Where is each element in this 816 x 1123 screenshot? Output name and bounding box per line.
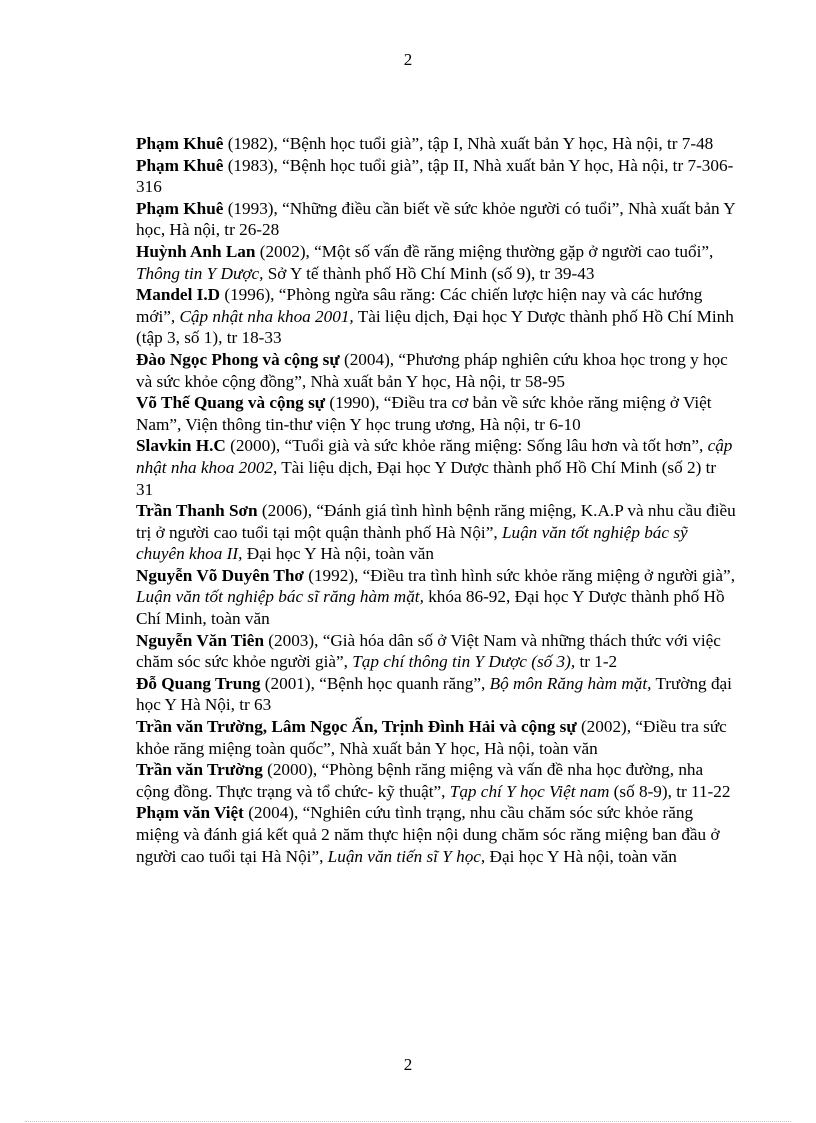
reference-entry: [136, 198, 736, 241]
reference-entry: [136, 802, 736, 867]
reference-text: (1993), “Những điều cần biết về sức khỏe người có tuổi”, Nhà xuất bản Y học, Hà nội, tr 26-28: [136, 198, 736, 240]
reference-text: (1982), “Bệnh học tuổi già”, tập I, Nhà xuất bản Y học, Hà nội, tr 7-48: [223, 134, 714, 153]
reference-text: (2002), “Điều tra sức khỏe răng miệng toàn quốc”, Nhà xuất bản Y học, Hà nội, toàn văn: [136, 717, 727, 758]
reference-author: Mandel I.D: [136, 285, 221, 305]
reference-author: Đào Ngọc Phong và cộng sự: [136, 349, 340, 369]
reference-source-italic: Tạp chí Y học Việt nam: [449, 781, 610, 801]
reference-text: (1990), “Điều tra cơ bản về sức khỏe răng miệng ở Việt Nam”, Viện thông tin-thư viện Y học trung ương, Hà nội, tr 6-10: [136, 393, 712, 434]
reference-source-italic: Bộ môn Răng hàm mặt,: [489, 673, 652, 693]
reference-author: Trần Thanh Sơn: [136, 501, 258, 521]
reference-entry: [136, 500, 736, 565]
reference-source-italic: Luận văn tốt nghiệp bác sĩ răng hàm mặt,: [136, 587, 424, 607]
reference-text: Trường đại học Y Hà Nội, tr 63: [136, 673, 732, 715]
reference-source-italic: cập nhật nha khoa 2002,: [136, 436, 733, 477]
reference-text: khóa 86-92, Đại học Y Dược thành phố Hồ Chí Minh, toàn văn: [136, 587, 725, 629]
reference-source-italic: Cập nhật nha khoa 2001,: [179, 306, 354, 326]
reference-author: Phạm Khuê: [136, 155, 224, 175]
page-number-top: 2: [403, 50, 413, 69]
reference-author: Đỗ Quang Trung: [136, 673, 261, 693]
reference-text: (2000), “Phòng bệnh răng miệng và vấn đề nha học đường, nha cộng đồng. Thực trạng và tổ chức- kỹ thuật”,: [136, 760, 704, 801]
reference-text: Tài liệu dịch, Đại học Y Dược thành phố Hồ Chí Minh (tập 3, số 1), tr 18-33: [136, 306, 734, 348]
reference-text: (2002), “Một số vấn đề răng miệng thường gặp ở người cao tuổi”,: [255, 241, 714, 261]
reference-text: (2000), “Tuổi già và sức khỏe răng miệng: Sống lâu hơn và tốt hơn”,: [225, 436, 708, 456]
reference-author: Nguyễn Văn Tiên: [136, 630, 264, 650]
reference-entry: [136, 133, 736, 155]
reference-text: Đại học Y Hà nội, toàn văn: [242, 544, 434, 564]
page-bottom-dotted-rule: [25, 1121, 791, 1122]
reference-text: Đại học Y Hà nội, toàn văn: [485, 846, 677, 866]
reference-text: (số 8-9), tr 11-22: [609, 781, 731, 801]
reference-entry: [136, 435, 736, 500]
reference-entry: [136, 673, 736, 716]
reference-author: Nguyễn Võ Duyên Thơ: [136, 565, 304, 585]
reference-author: Phạm Khuê: [136, 134, 224, 153]
reference-author: Võ Thế Quang và cộng sự: [136, 393, 326, 413]
reference-text: (1992), “Điều tra tình hình sức khỏe răng miệng ở người già”,: [303, 565, 735, 585]
reference-text: (2003), “Già hóa dân số ở Việt Nam và những thách thức với việc chăm sóc sức khỏe người già”,: [136, 630, 721, 672]
reference-entry: [136, 241, 736, 284]
reference-author: Trần văn Trường, Lâm Ngọc Ấn, Trịnh Đình Hải và cộng sự: [136, 717, 577, 737]
reference-entry: [136, 284, 736, 349]
reference-text: (2001), “Bệnh học quanh răng”,: [260, 673, 490, 693]
reference-entry: [136, 630, 736, 673]
page-number-bottom: 2: [403, 1055, 413, 1074]
reference-text: (2006), “Đánh giá tình hình bệnh răng miệng, K.A.P và nhu cầu điều trị ở người cao tuổi tại một quận thành phố Hà Nội”,: [136, 501, 736, 542]
reference-entry: [136, 759, 736, 802]
reference-text: (2004), “Phương pháp nghiên cứu khoa học trong y học và sức khỏe cộng đồng”, Nhà xuất bản Y học, Hà nội, tr 58-95: [136, 349, 728, 391]
reference-text: (1983), “Bệnh học tuổi già”, tập II, Nhà xuất bản Y học, Hà nội, tr 7-306-316: [136, 155, 734, 197]
reference-author: Phạm Khuê: [136, 198, 224, 218]
reference-entry: [136, 349, 736, 392]
reference-text: Sở Y tế thành phố Hồ Chí Minh (số 9), tr 39-43: [263, 263, 595, 283]
reference-entry: [136, 716, 736, 759]
reference-source-italic: Luận văn tiến sĩ Y học,: [327, 846, 486, 866]
reference-entry: [136, 392, 736, 435]
reference-author: Slavkin H.C: [136, 436, 226, 456]
reference-author: Huỳnh Anh Lan: [136, 241, 256, 261]
reference-text: tr 1-2: [575, 652, 618, 672]
reference-source-italic: Thông tin Y Dược,: [136, 263, 264, 283]
reference-author: Phạm văn Việt: [136, 803, 244, 823]
reference-source-italic: Tạp chí thông tin Y Dược (số 3),: [352, 652, 576, 672]
reference-entry: [136, 565, 736, 630]
reference-text: (2004), “Nghiên cứu tình trạng, nhu cầu chăm sóc sức khỏe răng miệng và đánh giá kết quả 2 năm thực hiện nội dung chăm sóc răng miệng ban đầu ở người cao tuổi tại Hà Nội”,: [136, 803, 720, 866]
reference-entry: [136, 155, 736, 198]
reference-author: Trần văn Trường: [136, 760, 263, 780]
reference-text: Tài liệu dịch, Đại học Y Dược thành phố Hồ Chí Minh (số 2) tr 31: [136, 457, 717, 499]
reference-source-italic: Luận văn tốt nghiệp bác sỹ chuyên khoa II,: [136, 522, 688, 564]
reference-text: (1996), “Phòng ngừa sâu răng: Các chiến lược hiện nay và các hướng mới”,: [136, 285, 703, 326]
reference-list: [136, 133, 736, 867]
